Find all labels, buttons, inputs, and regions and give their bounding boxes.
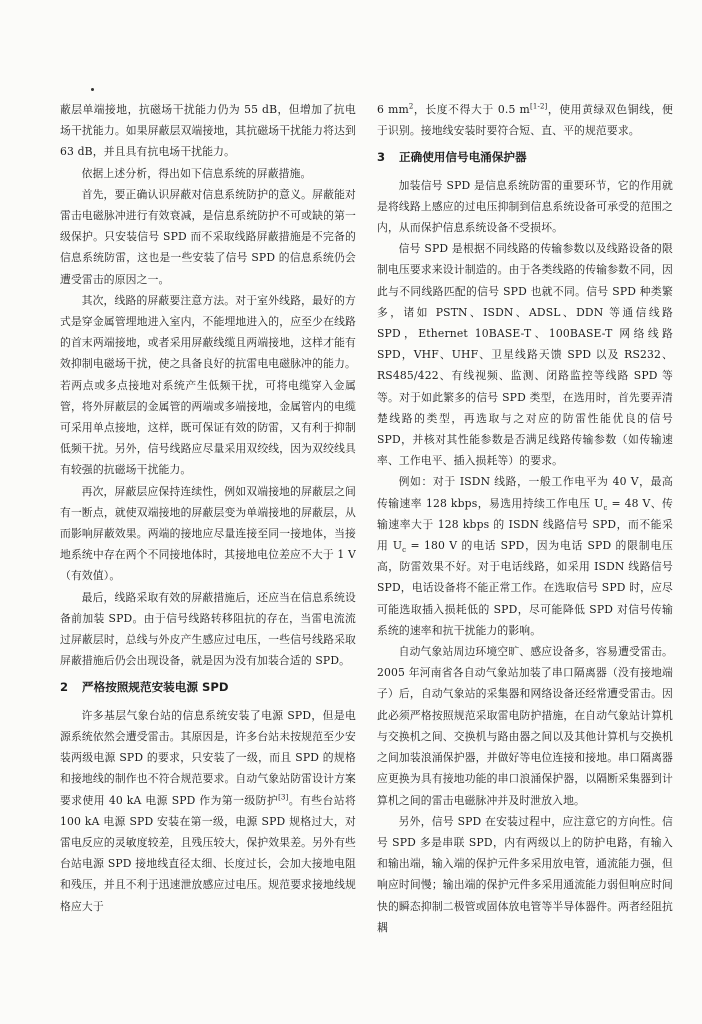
section-heading-3 — [377, 141, 673, 174]
subscript: c — [402, 546, 407, 555]
text-run: 例如：对于 ISDN 线路，一般工作电平为 40 V，最高传输速率 128 kbps，易选用持续工作电压 U — [377, 475, 673, 510]
paragraph: 另外，信号 SPD 在安装过程中，应注意它的方向性。信号 SPD 多是串联 SPD，内有两级以上的防护电路，有输入和输出端，输入端的保护元件多采用放电管，通流能力强，但响应时间慢；输出端的保护元件多采用通流能力弱但响应时间快的瞬态抑制二极管或固体放电管等半导体器件。两者经阻抗耦 — [377, 814, 673, 934]
text-run: 。有些台站将 100 kA 电源 SPD 安装在第一级，电源 SPD 规格过大，对雷电反应的灵敏度较差，且残压较大，保护效果差。另外有些台站电源 SPD 接地线直径太细、长度过长，会加大接地电阻和残压，并且不利于迅速泄放感应过电压。规范要求接地线规格应大于 — [60, 793, 356, 913]
paragraph: 其次，线路的屏蔽要注意方法。对于室外线路，最好的方式是穿金属管埋地进入室内，不能埋地进入的，应至少在线路的首末两端接地，或者采用屏蔽线缆且两端接地，这样才能有效抑制电磁场干扰，使之具备良好的抗雷电电磁脉冲的能力。若两点或多点接地对系统产生低频干扰，可将电缆穿入金属管，将外屏蔽层的金属管的两端或多端接地，金属管内的电缆可采用单点接地，这样，既可保证有效的防雷，又有利于抑制低频干扰。另外，信号线路应尽量采用双绞线，因为双绞线具有较强的抗磁场干扰能力。 — [60, 293, 356, 477]
text-run: ，使用黄绿双色铜线，便于识别。接地线安装时要符合短、直、平的规范要求。 — [377, 103, 673, 138]
text-run: 6 mm — [377, 103, 409, 116]
section-number: 2 — [60, 680, 69, 695]
paragraph — [60, 705, 356, 917]
citation-ref: [1-2] — [529, 102, 548, 111]
right-column — [377, 99, 673, 938]
paragraph: 再次，屏蔽层应保持连续性，例如双端接地的屏蔽层之间有一断点，就使双端接地的屏蔽层变为单端接地的屏蔽层，从而影响屏蔽效果。两端的接地应尽量连接至同一接地体，当接地系统中存在两个不同接地体时，其接地电位差应不大于 1 V（有效值）。 — [60, 484, 356, 583]
text-run: 许多基层气象台站的信息系统安装了电源 SPD，但是电源系统依然会遭受雷击。其原因是，许多台站未按规范至少安装两级电源 SPD 的要求，只安装了一级，而且 SPD 的规格和接地线的制作也不符合规范要求。自动气象站防雷设计方案要求使用 40 kA 电源 SPD 作为第一级防护 — [60, 708, 356, 807]
section-number: 3 — [377, 150, 386, 165]
paragraph — [377, 99, 673, 141]
section-title: 正确使用信号电涌保护器 — [399, 150, 527, 165]
section-heading-2 — [60, 671, 356, 704]
superscript: 2 — [408, 102, 414, 111]
paragraph: 自动气象站周边环境空旷、感应设备多，容易遭受雷击。2005 年河南省各自动气象站加装了串口隔离器（没有接地端子）后，自动气象站的采集器和网络设备还经常遭受雷击。因此必须严格按照规范采取雷电防护措施，在自动气象站计算机与交换机之间、交换机与路由器之间以及其他计算机与交换机之间加装浪涌保护器，并做好等电位连接和接地。串口隔离器应更换为具有接地功能的串口浪涌保护器，以隔断采集器到计算机之间的雷击电磁脉冲并及时泄放入地。 — [377, 645, 673, 807]
subscript: c — [603, 503, 608, 512]
text-run: = 48 V、传输速率大于 128 kbps 的 ISDN 线路信号 SPD，而不能采用 U — [377, 496, 673, 553]
section-title: 严格按照规范安装电源 SPD — [82, 680, 229, 695]
paragraph: 依据上述分析，得出如下信息系统的屏蔽措施。 — [81, 166, 312, 180]
text-run: ，长度不得大于 0.5 m — [413, 103, 530, 116]
paragraph: 加装信号 SPD 是信息系统防雷的重要环节，它的作用就是将线路上感应的过电压抑制到信息系统设备可承受的范围之内，从而保护信息系统设备不受损坏。 — [377, 178, 673, 235]
page-dot-mark — [91, 88, 94, 91]
paragraph: 信号 SPD 是根据不同线路的传输参数以及线路设备的限制电压要求来设计制造的。由于各类线路的传输参数不同，因此与不同线路匹配的信号 SPD 也就不同。信号 SPD 种类繁多，诸如 PSTN、ISDN、ADSL、DDN 等通信线路 SPD，Ethernet 10BASE-T、100BASE-T 网络线路 SPD，VHF、UHF、卫星线路天馈 SPD 以及 RS232、RS485/422、有线视频、监测、闭路监控等线路 SPD 等等。对于如此繁多的信号 SPD 类型，在选用时，首先要弄清楚线路的类型，再选取与之对应的防雷性能优良的信号 SPD，并核对其性能参数是否满足线路传输参数（如传输速率、工作电平、插入损耗等）的要求。 — [377, 242, 673, 468]
paragraph — [377, 471, 673, 641]
citation-ref: [3] — [278, 792, 289, 801]
paragraph: 蔽层单端接地，抗磁场干扰能力仍为 55 dB，但增加了抗电场干扰能力。如果屏蔽层双端接地，其抗磁场干扰能力将达到 63 dB，并且具有抗电场干扰能力。 — [60, 103, 356, 159]
left-column — [60, 99, 356, 917]
paragraph: 首先，要正确认识屏蔽对信息系统防护的意义。屏蔽能对雷击电磁脉冲进行有效衰减，是信息系统防护不可或缺的第一级保护。只安装信号 SPD 而不采取线路屏蔽措施是不完备的信息系统防雷，这也是一些安装了信号 SPD 的信息系统仍会遭受雷击的原因之一。 — [60, 187, 356, 286]
paragraph: 最后，线路采取有效的屏蔽措施后，还应当在信息系统设备前加装 SPD。由于信号线路转移阻抗的存在，当雷电流流过屏蔽层时，总线与外皮产生感应过电压，一些信号线路采取屏蔽措施后仍会出现设备，就是因为没有加装合适的 SPD。 — [60, 590, 356, 668]
text-run: = 180 V 的电话 SPD，因为电话 SPD 的限制电压高，防雷效果不好。对于电话线路，如采用 ISDN 线路信号 SPD，电话设备将不能正常工作。在选取信号 SPD 时，应尽可能选取插入损耗低的 SPD，尽可能降低 SPD 对信号传输系统的速率和抗干扰能力的影响。 — [377, 539, 674, 637]
